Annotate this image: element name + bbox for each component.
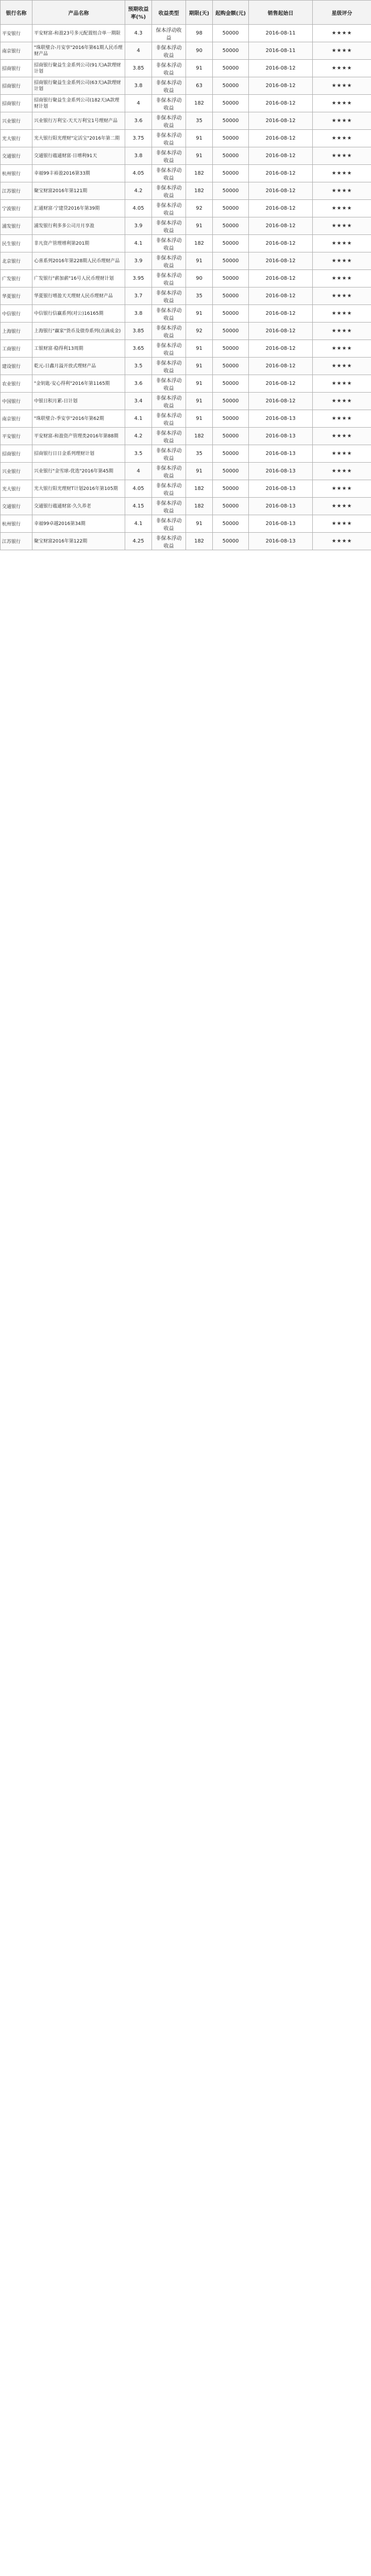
term-cell: 91 bbox=[186, 60, 213, 77]
rate-cell: 4.25 bbox=[125, 533, 152, 550]
bank-cell: 民生银行 bbox=[1, 235, 32, 252]
type-cell: 非保本浮动收益 bbox=[152, 217, 186, 235]
type-cell: 非保本浮动收益 bbox=[152, 463, 186, 480]
table-body bbox=[1, 25, 371, 550]
term-cell: 92 bbox=[186, 323, 213, 340]
bank-cell: 招商银行 bbox=[1, 95, 32, 112]
term-cell: 90 bbox=[186, 42, 213, 60]
min-amount-cell: 50000 bbox=[213, 463, 249, 480]
bank-cell: 平安银行 bbox=[1, 428, 32, 445]
term-cell: 182 bbox=[186, 235, 213, 252]
header-bank: 银行名称 bbox=[1, 1, 32, 25]
rate-cell: 3.85 bbox=[125, 60, 152, 77]
table-row bbox=[1, 393, 371, 410]
type-cell: 非保本浮动收益 bbox=[152, 515, 186, 533]
table-row bbox=[1, 165, 371, 182]
type-cell: 非保本浮动收益 bbox=[152, 428, 186, 445]
type-cell: 非保本浮动收益 bbox=[152, 235, 186, 252]
start-date-cell: 2016-08-13 bbox=[249, 428, 313, 445]
term-cell: 91 bbox=[186, 217, 213, 235]
type-cell: 非保本浮动收益 bbox=[152, 498, 186, 515]
product-cell: 交通银行蕴通财富·久久养老 bbox=[32, 498, 125, 515]
header-product: 产品名称 bbox=[32, 1, 125, 25]
product-cell: 招商银行聚益生金系列公司(182天)A款理财计划 bbox=[32, 95, 125, 112]
bank-cell: 工商银行 bbox=[1, 340, 32, 358]
rate-cell: 4.1 bbox=[125, 515, 152, 533]
star-rating-cell: ★★★★ bbox=[313, 130, 371, 147]
type-cell: 非保本浮动收益 bbox=[152, 270, 186, 287]
table-row bbox=[1, 235, 371, 252]
table-row bbox=[1, 533, 371, 550]
star-rating-cell: ★★★★ bbox=[313, 445, 371, 463]
start-date-cell: 2016-08-13 bbox=[249, 498, 313, 515]
star-rating-cell: ★★★★ bbox=[313, 270, 371, 287]
rate-cell: 3.7 bbox=[125, 287, 152, 305]
table-row bbox=[1, 217, 371, 235]
product-cell: 招商银行聚益生金系列公司(63天)A款理财计划 bbox=[32, 77, 125, 95]
min-amount-cell: 50000 bbox=[213, 515, 249, 533]
star-rating-cell: ★★★★ bbox=[313, 393, 371, 410]
start-date-cell: 2016-08-12 bbox=[249, 375, 313, 393]
star-rating-cell: ★★★★ bbox=[313, 95, 371, 112]
term-cell: 91 bbox=[186, 340, 213, 358]
start-date-cell: 2016-08-12 bbox=[249, 130, 313, 147]
rate-cell: 4.2 bbox=[125, 182, 152, 200]
table-row bbox=[1, 147, 371, 165]
start-date-cell: 2016-08-12 bbox=[249, 358, 313, 375]
star-rating-cell: ★★★★ bbox=[313, 323, 371, 340]
product-cell: 光大银行阳光理财T计划2016年第105期 bbox=[32, 480, 125, 498]
table-row bbox=[1, 270, 371, 287]
rate-cell: 3.5 bbox=[125, 445, 152, 463]
star-rating-cell: ★★★★ bbox=[313, 375, 371, 393]
table-row bbox=[1, 200, 371, 217]
start-date-cell: 2016-08-13 bbox=[249, 445, 313, 463]
star-rating-cell: ★★★★ bbox=[313, 77, 371, 95]
bank-cell: 杭州银行 bbox=[1, 515, 32, 533]
type-cell: 非保本浮动收益 bbox=[152, 60, 186, 77]
rate-cell: 3.9 bbox=[125, 252, 152, 270]
bank-cell: 兴业银行 bbox=[1, 112, 32, 130]
table-row bbox=[1, 463, 371, 480]
term-cell: 182 bbox=[186, 165, 213, 182]
term-cell: 182 bbox=[186, 480, 213, 498]
start-date-cell: 2016-08-11 bbox=[249, 42, 313, 60]
start-date-cell: 2016-08-12 bbox=[249, 270, 313, 287]
min-amount-cell: 50000 bbox=[213, 217, 249, 235]
start-date-cell: 2016-08-12 bbox=[249, 340, 313, 358]
bank-cell: 招商银行 bbox=[1, 77, 32, 95]
type-cell: 非保本浮动收益 bbox=[152, 42, 186, 60]
product-cell: 非凡资产管理增利第201期 bbox=[32, 235, 125, 252]
table-row bbox=[1, 428, 371, 445]
table-row bbox=[1, 515, 371, 533]
rate-cell: 3.5 bbox=[125, 358, 152, 375]
start-date-cell: 2016-08-11 bbox=[249, 25, 313, 42]
term-cell: 91 bbox=[186, 410, 213, 428]
rate-cell: 4.2 bbox=[125, 428, 152, 445]
rate-cell: 4.05 bbox=[125, 165, 152, 182]
type-cell: 非保本浮动收益 bbox=[152, 305, 186, 323]
start-date-cell: 2016-08-13 bbox=[249, 480, 313, 498]
start-date-cell: 2016-08-12 bbox=[249, 393, 313, 410]
star-rating-cell: ★★★★ bbox=[313, 42, 371, 60]
star-rating-cell: ★★★★ bbox=[313, 480, 371, 498]
bank-cell: 南京银行 bbox=[1, 42, 32, 60]
min-amount-cell: 50000 bbox=[213, 498, 249, 515]
bank-cell: 江苏银行 bbox=[1, 533, 32, 550]
product-cell: 华夏银行增盈天天理财人民币理财产品 bbox=[32, 287, 125, 305]
star-rating-cell: ★★★★ bbox=[313, 358, 371, 375]
table-row bbox=[1, 323, 371, 340]
header-row bbox=[1, 1, 371, 25]
rate-cell: 4.05 bbox=[125, 200, 152, 217]
header-term: 期限(天) bbox=[186, 1, 213, 25]
rate-cell: 3.6 bbox=[125, 375, 152, 393]
min-amount-cell: 50000 bbox=[213, 235, 249, 252]
type-cell: 非保本浮动收益 bbox=[152, 287, 186, 305]
product-cell: 聚宝财富2016年第121期 bbox=[32, 182, 125, 200]
star-rating-cell: ★★★★ bbox=[313, 340, 371, 358]
type-cell: 非保本浮动收益 bbox=[152, 252, 186, 270]
table-row bbox=[1, 112, 371, 130]
start-date-cell: 2016-08-12 bbox=[249, 60, 313, 77]
rate-cell: 3.8 bbox=[125, 147, 152, 165]
bank-cell: 中信银行 bbox=[1, 305, 32, 323]
product-cell: 招商银行日日金系列理财计划 bbox=[32, 445, 125, 463]
star-rating-cell: ★★★★ bbox=[313, 533, 371, 550]
min-amount-cell: 50000 bbox=[213, 130, 249, 147]
start-date-cell: 2016-08-12 bbox=[249, 305, 313, 323]
bank-cell: 上海银行 bbox=[1, 323, 32, 340]
term-cell: 35 bbox=[186, 445, 213, 463]
start-date-cell: 2016-08-13 bbox=[249, 515, 313, 533]
bank-cell: 建设银行 bbox=[1, 358, 32, 375]
rate-cell: 4 bbox=[125, 463, 152, 480]
rate-cell: 3.8 bbox=[125, 77, 152, 95]
rate-cell: 4.1 bbox=[125, 235, 152, 252]
start-date-cell: 2016-08-12 bbox=[249, 287, 313, 305]
rate-cell: 3.95 bbox=[125, 270, 152, 287]
table-row bbox=[1, 60, 371, 77]
star-rating-cell: ★★★★ bbox=[313, 60, 371, 77]
start-date-cell: 2016-08-12 bbox=[249, 147, 313, 165]
term-cell: 182 bbox=[186, 498, 213, 515]
table-row bbox=[1, 77, 371, 95]
bank-cell: 交通银行 bbox=[1, 147, 32, 165]
type-cell: 非保本浮动收益 bbox=[152, 340, 186, 358]
bank-cell: 杭州银行 bbox=[1, 165, 32, 182]
min-amount-cell: 50000 bbox=[213, 42, 249, 60]
star-rating-cell: ★★★★ bbox=[313, 498, 371, 515]
bank-cell: 华夏银行 bbox=[1, 287, 32, 305]
min-amount-cell: 50000 bbox=[213, 375, 249, 393]
term-cell: 35 bbox=[186, 287, 213, 305]
table-row bbox=[1, 480, 371, 498]
term-cell: 92 bbox=[186, 200, 213, 217]
rate-cell: 4.15 bbox=[125, 498, 152, 515]
bank-cell: 中国银行 bbox=[1, 393, 32, 410]
start-date-cell: 2016-08-13 bbox=[249, 463, 313, 480]
product-table bbox=[0, 0, 371, 550]
star-rating-cell: ★★★★ bbox=[313, 165, 371, 182]
table-row bbox=[1, 340, 371, 358]
term-cell: 91 bbox=[186, 130, 213, 147]
min-amount-cell: 50000 bbox=[213, 410, 249, 428]
min-amount-cell: 50000 bbox=[213, 182, 249, 200]
star-rating-cell: ★★★★ bbox=[313, 25, 371, 42]
rate-cell: 4 bbox=[125, 95, 152, 112]
type-cell: 非保本浮动收益 bbox=[152, 358, 186, 375]
bank-cell: 浦发银行 bbox=[1, 217, 32, 235]
table-row bbox=[1, 358, 371, 375]
rate-cell: 3.75 bbox=[125, 130, 152, 147]
type-cell: 非保本浮动收益 bbox=[152, 130, 186, 147]
rate-cell: 4.1 bbox=[125, 410, 152, 428]
start-date-cell: 2016-08-12 bbox=[249, 235, 313, 252]
product-cell: 上海银行"赢家"货币及债券系列(点滴成金) bbox=[32, 323, 125, 340]
type-cell: 非保本浮动收益 bbox=[152, 480, 186, 498]
term-cell: 91 bbox=[186, 515, 213, 533]
star-rating-cell: ★★★★ bbox=[313, 428, 371, 445]
bank-cell: 光大银行 bbox=[1, 480, 32, 498]
min-amount-cell: 50000 bbox=[213, 25, 249, 42]
rate-cell: 3.65 bbox=[125, 340, 152, 358]
term-cell: 91 bbox=[186, 305, 213, 323]
star-rating-cell: ★★★★ bbox=[313, 410, 371, 428]
term-cell: 91 bbox=[186, 393, 213, 410]
product-cell: 兴业银行"金雪球-优选"2016年第45期 bbox=[32, 463, 125, 480]
product-cell: 平安财富-和盈23号多元配置组合单一期限 bbox=[32, 25, 125, 42]
table-row bbox=[1, 410, 371, 428]
type-cell: 非保本浮动收益 bbox=[152, 200, 186, 217]
start-date-cell: 2016-08-12 bbox=[249, 200, 313, 217]
term-cell: 91 bbox=[186, 147, 213, 165]
type-cell: 非保本浮动收益 bbox=[152, 410, 186, 428]
type-cell: 非保本浮动收益 bbox=[152, 323, 186, 340]
rate-cell: 4.3 bbox=[125, 25, 152, 42]
star-rating-cell: ★★★★ bbox=[313, 147, 371, 165]
product-cell: 交通银行蕴通财富·日增利91天 bbox=[32, 147, 125, 165]
star-rating-cell: ★★★★ bbox=[313, 217, 371, 235]
type-cell: 非保本浮动收益 bbox=[152, 165, 186, 182]
star-rating-cell: ★★★★ bbox=[313, 463, 371, 480]
table-row bbox=[1, 182, 371, 200]
rate-cell: 3.9 bbox=[125, 217, 152, 235]
term-cell: 63 bbox=[186, 77, 213, 95]
term-cell: 182 bbox=[186, 428, 213, 445]
bank-cell: 招商银行 bbox=[1, 445, 32, 463]
table-row bbox=[1, 25, 371, 42]
product-cell: "珠联璧合-月安享"2016年第61期人民币理财产品 bbox=[32, 42, 125, 60]
min-amount-cell: 50000 bbox=[213, 200, 249, 217]
start-date-cell: 2016-08-12 bbox=[249, 165, 313, 182]
rate-cell: 4 bbox=[125, 42, 152, 60]
type-cell: 非保本浮动收益 bbox=[152, 182, 186, 200]
type-cell: 非保本浮动收益 bbox=[152, 77, 186, 95]
rate-cell: 3.4 bbox=[125, 393, 152, 410]
min-amount-cell: 50000 bbox=[213, 480, 249, 498]
star-rating-cell: ★★★★ bbox=[313, 235, 371, 252]
min-amount-cell: 50000 bbox=[213, 305, 249, 323]
type-cell: 保本浮动收益 bbox=[152, 25, 186, 42]
min-amount-cell: 50000 bbox=[213, 77, 249, 95]
product-cell: 中信银行信赢系列(对公)16165期 bbox=[32, 305, 125, 323]
header-start: 销售起始日 bbox=[249, 1, 313, 25]
header-stars: 星级评分 bbox=[313, 1, 371, 25]
rate-cell: 3.6 bbox=[125, 112, 152, 130]
bank-cell: 招商银行 bbox=[1, 60, 32, 77]
table-row bbox=[1, 445, 371, 463]
start-date-cell: 2016-08-12 bbox=[249, 217, 313, 235]
start-date-cell: 2016-08-12 bbox=[249, 95, 313, 112]
header-min: 起购金额(元) bbox=[213, 1, 249, 25]
product-cell: 广发银行"薪加薪"16号人民币理财计划 bbox=[32, 270, 125, 287]
start-date-cell: 2016-08-12 bbox=[249, 77, 313, 95]
table-row bbox=[1, 252, 371, 270]
min-amount-cell: 50000 bbox=[213, 147, 249, 165]
table-row bbox=[1, 375, 371, 393]
min-amount-cell: 50000 bbox=[213, 287, 249, 305]
type-cell: 非保本浮动收益 bbox=[152, 445, 186, 463]
min-amount-cell: 50000 bbox=[213, 252, 249, 270]
bank-cell: 农业银行 bbox=[1, 375, 32, 393]
term-cell: 90 bbox=[186, 270, 213, 287]
min-amount-cell: 50000 bbox=[213, 270, 249, 287]
start-date-cell: 2016-08-12 bbox=[249, 112, 313, 130]
bank-cell: 广发银行 bbox=[1, 270, 32, 287]
type-cell: 非保本浮动收益 bbox=[152, 533, 186, 550]
min-amount-cell: 50000 bbox=[213, 95, 249, 112]
min-amount-cell: 50000 bbox=[213, 533, 249, 550]
star-rating-cell: ★★★★ bbox=[313, 305, 371, 323]
min-amount-cell: 50000 bbox=[213, 393, 249, 410]
table-row bbox=[1, 130, 371, 147]
min-amount-cell: 50000 bbox=[213, 112, 249, 130]
start-date-cell: 2016-08-12 bbox=[249, 323, 313, 340]
min-amount-cell: 50000 bbox=[213, 340, 249, 358]
bank-cell: 兴业银行 bbox=[1, 463, 32, 480]
min-amount-cell: 50000 bbox=[213, 323, 249, 340]
term-cell: 91 bbox=[186, 375, 213, 393]
term-cell: 98 bbox=[186, 25, 213, 42]
type-cell: 非保本浮动收益 bbox=[152, 375, 186, 393]
bank-cell: 交通银行 bbox=[1, 498, 32, 515]
star-rating-cell: ★★★★ bbox=[313, 182, 371, 200]
header-type: 收益类型 bbox=[152, 1, 186, 25]
product-cell: 中银日积月累-日计划 bbox=[32, 393, 125, 410]
term-cell: 182 bbox=[186, 95, 213, 112]
start-date-cell: 2016-08-13 bbox=[249, 533, 313, 550]
star-rating-cell: ★★★★ bbox=[313, 515, 371, 533]
min-amount-cell: 50000 bbox=[213, 445, 249, 463]
start-date-cell: 2016-08-13 bbox=[249, 410, 313, 428]
type-cell: 非保本浮动收益 bbox=[152, 112, 186, 130]
product-cell: 幸福99卓越2016第34期 bbox=[32, 515, 125, 533]
bank-cell: 光大银行 bbox=[1, 130, 32, 147]
product-cell: 心喜系列2016年第228期人民币理财产品 bbox=[32, 252, 125, 270]
type-cell: 非保本浮动收益 bbox=[152, 393, 186, 410]
table-row bbox=[1, 305, 371, 323]
star-rating-cell: ★★★★ bbox=[313, 252, 371, 270]
bank-cell: 宁波银行 bbox=[1, 200, 32, 217]
header-rate: 预期收益率(%) bbox=[125, 1, 152, 25]
min-amount-cell: 50000 bbox=[213, 60, 249, 77]
type-cell: 非保本浮动收益 bbox=[152, 95, 186, 112]
term-cell: 35 bbox=[186, 112, 213, 130]
star-rating-cell: ★★★★ bbox=[313, 287, 371, 305]
term-cell: 182 bbox=[186, 182, 213, 200]
start-date-cell: 2016-08-12 bbox=[249, 182, 313, 200]
product-cell: "金钥匙·安心得利"2016年第1165期 bbox=[32, 375, 125, 393]
product-cell: "珠联璧合-季安享"2016年第62期 bbox=[32, 410, 125, 428]
product-cell: 乾元-日鑫月溢开放式理财产品 bbox=[32, 358, 125, 375]
term-cell: 91 bbox=[186, 358, 213, 375]
rate-cell: 3.85 bbox=[125, 323, 152, 340]
rate-cell: 4.05 bbox=[125, 480, 152, 498]
min-amount-cell: 50000 bbox=[213, 165, 249, 182]
type-cell: 非保本浮动收益 bbox=[152, 147, 186, 165]
product-cell: 平安财富-和盈资产管理类2016年第88期 bbox=[32, 428, 125, 445]
table-row bbox=[1, 498, 371, 515]
product-cell: 光大银行阳光理财"定活宝"2016年第二期 bbox=[32, 130, 125, 147]
table-row bbox=[1, 287, 371, 305]
bank-cell: 北京银行 bbox=[1, 252, 32, 270]
bank-cell: 江苏银行 bbox=[1, 182, 32, 200]
min-amount-cell: 50000 bbox=[213, 358, 249, 375]
rate-cell: 3.8 bbox=[125, 305, 152, 323]
table-row bbox=[1, 42, 371, 60]
star-rating-cell: ★★★★ bbox=[313, 112, 371, 130]
product-cell: 聚宝财富2016年第122期 bbox=[32, 533, 125, 550]
bank-cell: 南京银行 bbox=[1, 410, 32, 428]
product-cell: 幸福99丰裕盈2016第33期 bbox=[32, 165, 125, 182]
term-cell: 182 bbox=[186, 533, 213, 550]
product-cell: 浦发银行利多多公司月月享盈 bbox=[32, 217, 125, 235]
product-cell: 招商银行聚益生金系列公司(91天)A款理财计划 bbox=[32, 60, 125, 77]
term-cell: 91 bbox=[186, 463, 213, 480]
min-amount-cell: 50000 bbox=[213, 428, 249, 445]
star-rating-cell: ★★★★ bbox=[313, 200, 371, 217]
table-row bbox=[1, 95, 371, 112]
product-cell: 工银财富·稳得利13周期 bbox=[32, 340, 125, 358]
term-cell: 91 bbox=[186, 252, 213, 270]
start-date-cell: 2016-08-12 bbox=[249, 252, 313, 270]
product-cell: 兴业银行万利宝-天天万利宝1号理财产品 bbox=[32, 112, 125, 130]
product-cell: 汇通财富·宁建贷2016年第39期 bbox=[32, 200, 125, 217]
bank-cell: 平安银行 bbox=[1, 25, 32, 42]
